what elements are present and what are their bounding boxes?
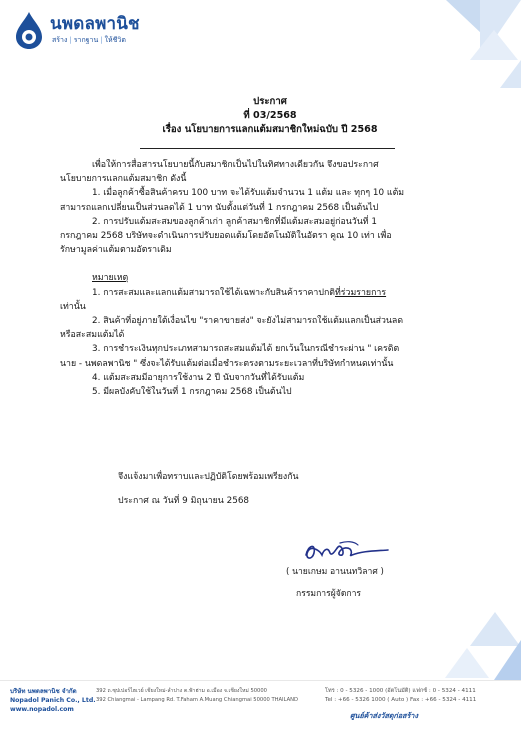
address-th: 392 ถ.ซุปเปอร์ไฮเวย์ เชียงใหม่-ลำปาง ต.ฟ้าฮ่าม อ.เมือง จ.เชียงใหม่ 50000 [96,688,267,694]
footer-contact [325,687,476,705]
drop-logo-icon [12,10,46,50]
signer-block [286,565,384,601]
logo-tag-2: รากฐาน [73,36,99,44]
decor-triangle [446,0,482,34]
company-logo [12,10,140,50]
company-name-en: Nopadol Panich Co., Ltd. [10,697,96,704]
remark-1-text: 1. การสะสมและแลกแต้มสามารถใช้ได้เฉพาะกับสินค้าราคาปกติ [92,287,335,298]
signer-name: ( นายเกษม อานนทวิลาศ ) [286,567,384,577]
remark-5: 5. มีผลบังคับใช้ในวันที่ 1 กรกฎาคม 2568 เป็นต้นไป [92,387,292,398]
phone-th: โทร : 0 - 5326 - 1000 (อัตโนมัติ) แฟกซ์ : 0 - 5324 - 4111 [325,688,476,694]
policy-item-1-line-2: สามารถแลกเปลี่ยนเป็นส่วนลดได้ 1 บาท นับตั้งแต่วันที่ 1 กรกฎาคม 2568 เป็นต้นไป [60,202,379,213]
announcement-subject: เรื่อง นโยบายการแลกแต้มสมาชิกใหม่ฉบับ ปี 2568 [162,124,378,135]
announcement-heading: ประกาศ [253,96,287,107]
announcement-header [150,95,390,137]
footer-slogan: ศูนย์ค้าส่งวัสดุก่อสร้าง [350,711,418,720]
announcement-date: ประกาศ ณ วันที่ 9 มิถุนายน 2568 [118,496,250,506]
logo-wordmark: นพดลพานิช [50,14,140,34]
intro-line-1: เพื่อให้การสื่อสารนโยบายนี้กับสมาชิกเป็นไปในทิศทางเดียวกัน จึงขอประกาศ [92,160,379,170]
announcement-number: ที่ 03/2568 [243,110,297,121]
signer-title: กรรมการผู้จัดการ [296,589,362,599]
remark-4: 4. แต้มสะสมมีอายุการใช้งาน 2 ปี นับจากวันที่ได้รับแต้ม [92,372,305,383]
company-name-th: บริษัท นพดลพานิช จำกัด [10,688,77,695]
policy-item-2-line-2: กรกฎาคม 2568 บริษัทจะดำเนินการปรับยอดแต้มโดยอัตโนมัติในอัตรา คูณ 10 เท่า เพื่อ [60,231,392,242]
remark-1-line-1 [60,286,480,300]
policy-item-1-line-1: 1. เมื่อลูกค้าซื้อสินค้าครบ 100 บาท จะได้รับแต้มจำนวน 1 แต้ม และ ทุกๆ 10 แต้ม [92,188,405,199]
remark-2-line-2: หรือสะสมแต้มได้ [60,330,125,341]
policy-item-2-line-1: 2. การปรับแต้มสะสมของลูกค้าเก่า ลูกค้าสมาชิกที่มีแต้มสะสมอยู่ก่อนวันที่ 1 [92,216,377,227]
decor-triangle [494,640,521,680]
decor-triangle [470,30,518,60]
intro-line-2: นโยบายการแลกแต้มสมาชิก ดังนี้ [60,174,187,185]
remark-3-line-1: 3. การชำระเงินทุกประเภทสามารถสะสมแต้มได้ ยกเว้นในกรณีชำระผ่าน " เครดิต [92,344,400,355]
logo-tag-1: สร้าง [52,36,68,44]
announcement-body [60,158,480,399]
closing-line: จึงแจ้งมาเพื่อทราบและปฏิบัติโดยพร้อมเพรียงกัน [118,472,299,482]
decor-triangle [445,648,489,678]
address-en: 392 Chiangmai - Lampang Rd. T.Faham A.Muang Chiangmai 50000 THAILAND [96,697,299,703]
phone-en: Tel : +66 - 5326 1000 ( Auto ) Fax : +66 - 5324 - 4111 [325,697,477,703]
handwritten-signature [300,537,390,565]
footer-address [96,687,298,705]
policy-item-2-line-3: รักษามูลค่าแต้มตามอัตราเดิม [60,245,172,256]
remark-1-emphasis: ที่ร่วมรายการ [335,287,387,298]
company-website: www.nopadol.com [10,706,74,713]
closing-block [118,470,299,508]
remark-3-line-2: นาย - นพดลพานิช " ซึ่งจะได้รับแต้มต่อเมื่อชำระตรงตามระยะเวลาที่บริษัทกำหนดเท่านั้น [60,358,394,369]
footer-company [10,687,96,714]
remarks-title: หมายเหตุ [92,273,129,284]
logo-tagline: สร้าง | รากฐาน | ให้ชีวิต [52,36,126,44]
footer-divider [0,680,521,681]
decor-triangle [500,60,521,88]
logo-tag-3: ให้ชีวิต [104,36,126,44]
remark-2-line-1: 2. สินค้าที่อยู่ภายใต้เงื่อนไข "ราคาขายส่ง" จะยังไม่สามารถใช้แต้มแลกเป็นส่วนลด [92,316,404,327]
title-divider [140,148,395,149]
remark-1-line-2: เท่านั้น [60,301,86,312]
